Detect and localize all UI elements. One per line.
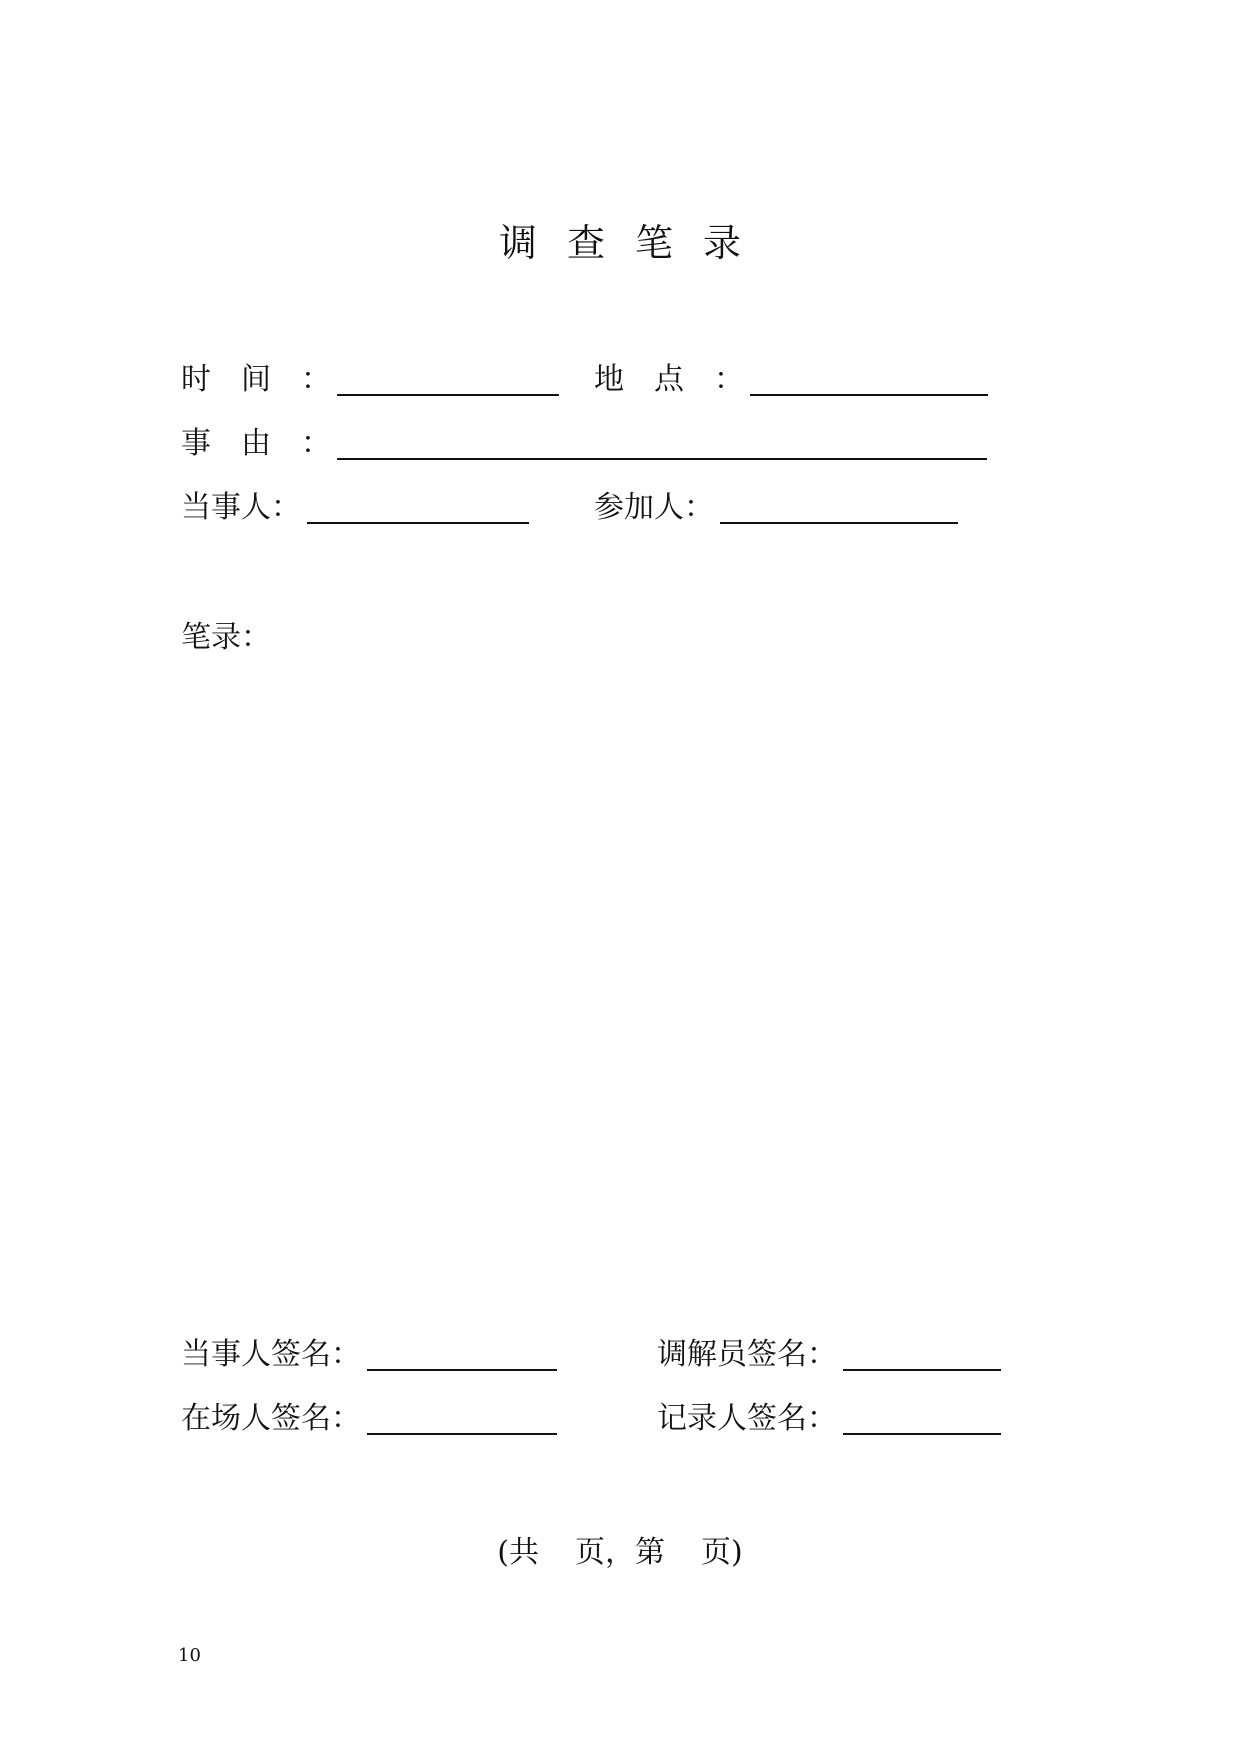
reason-blank-line[interactable] (337, 428, 987, 460)
party-signature-label: 当事人签名： (181, 1337, 361, 1372)
time-field (181, 360, 559, 400)
place-label: 地点 (594, 362, 714, 397)
participant-blank-line[interactable] (720, 492, 958, 524)
page-count-close: 页) (701, 1535, 743, 1570)
place-blank-line[interactable] (750, 364, 988, 396)
party-signature-line[interactable] (367, 1339, 557, 1371)
participant-field (594, 488, 958, 528)
reason-field (181, 424, 987, 464)
recorder-signature-label: 记录人签名： (657, 1401, 837, 1436)
recorder-signature-line[interactable] (843, 1403, 1001, 1435)
time-blank-line[interactable] (337, 364, 559, 396)
reason-label: 事由 (181, 426, 301, 461)
participant-label: 参加人 (594, 490, 684, 525)
mediator-signature-field (657, 1335, 1001, 1375)
time-colon: ： (301, 362, 331, 397)
reason-colon: ： (301, 426, 331, 461)
page-count (0, 1533, 1240, 1573)
participant-colon: ： (684, 490, 714, 525)
party-colon: ： (271, 490, 301, 525)
notes-label: 笔录： (181, 620, 271, 655)
place-colon: ： (714, 362, 744, 397)
time-label: 时间 (181, 362, 301, 397)
page-number: 10 (178, 1645, 201, 1666)
present-signature-field (181, 1399, 557, 1439)
present-signature-label: 在场人签名： (181, 1401, 361, 1436)
party-signature-field (181, 1335, 557, 1375)
page-count-middle: 页，第 (575, 1535, 665, 1570)
page-count-open: (共 (497, 1535, 539, 1570)
party-label: 当事人 (181, 490, 271, 525)
mediator-signature-line[interactable] (843, 1339, 1001, 1371)
party-blank-line[interactable] (307, 492, 529, 524)
place-field (594, 360, 988, 400)
party-field (181, 488, 529, 528)
recorder-signature-field (657, 1399, 1001, 1439)
present-signature-line[interactable] (367, 1403, 557, 1435)
document-title: 调查笔录 (498, 221, 771, 265)
mediator-signature-label: 调解员签名： (657, 1337, 837, 1372)
